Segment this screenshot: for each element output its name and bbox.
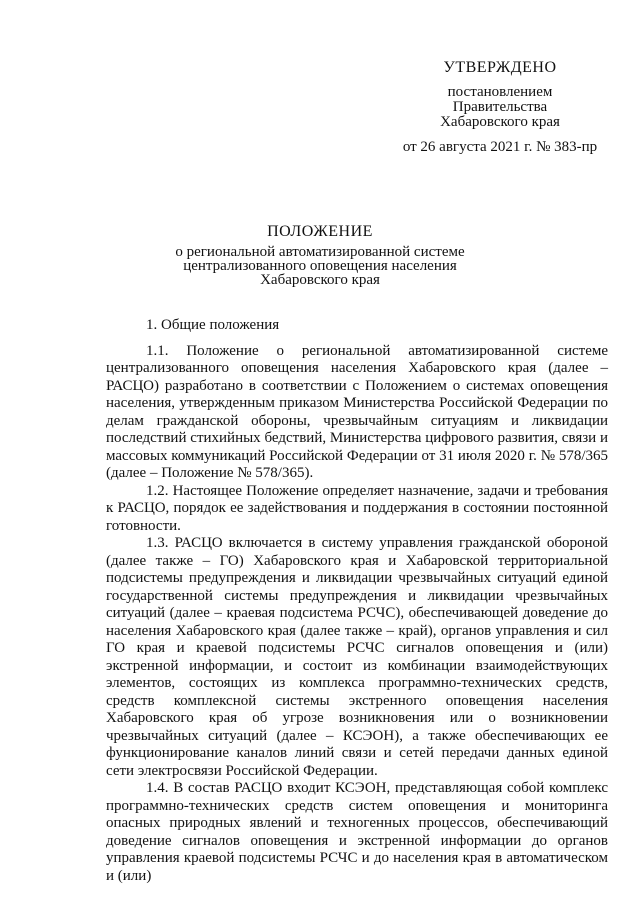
paragraph: 1.1. Положение о региональной автоматизированной системе централизованного оповещения населения Хабаровского края (далее – РАСЦО) разработано в соответствии с Положением о системах оповещения населения, утвержденным приказом Министерства Российской Федерации по делам гражданской обороны, чрезвычайным ситуациям и ликвидации последствий стихийных бедствий, Министерства цифрового развития, связи и массовых коммуникаций Российской Федерации от 31 июля 2020 г. № 578/365 (далее – Положение № 578/365). (106, 342, 608, 481)
approval-stamp (380, 60, 620, 155)
document-title-block (100, 225, 540, 287)
document-subtitle-line: Хабаровского края (260, 272, 380, 288)
approval-line: Хабаровского края (440, 114, 560, 130)
paragraph: 1.4. В состав РАСЦО входит КСЭОН, представляющая собой комплекс программно-технических средств систем оповещения и мониторинга опасных природных явлений и техногенных процессов, обеспечивающий доведение сигналов оповещения и экстренной информации до органов управления краевой подсистемы РСЧС и до населения края в автоматическом и (или) (106, 780, 608, 884)
approval-line: Правительства (452, 99, 548, 115)
document-subtitle-line: о региональной автоматизированной системе (175, 244, 465, 260)
paragraph: 1.3. РАСЦО включается в систему управления гражданской обороной (далее также – ГО) Хабаровского края и Хабаровской территориальной подсистемы предупреждения и ликвидации чрезвычайных ситуаций единой государственной системы предупреждения и ликвидации чрезвычайных ситуаций (далее – краевая подсистема РСЧС), обеспечивающей доведение до населения Хабаровского края (далее также – край), органов управления и сил ГО края и краевой подсистемы РСЧС сигналов оповещения и (или) экстренной информации, и состоит из комбинации взаимодействующих элементов, состоящих из комплекса программно-технических средств, средств комплексной системы экстренного оповещения населения Хабаровского края об угрозе возникновения или о возникновении чрезвычайных ситуаций (далее – КСЭОН), а также обеспечивающих ее функционирование каналов линий связи и сетей передачи данных единой сети электросвязи Российской Федерации. (106, 535, 608, 779)
approval-line: постановлением (447, 84, 553, 100)
approval-heading: УТВЕРЖДЕНО (443, 59, 557, 76)
section-heading: 1. Общие положения (146, 317, 280, 333)
document-subtitle-line: централизованного оповещения населения (183, 258, 457, 274)
document-body (106, 317, 608, 885)
paragraph: 1.2. Настоящее Положение определяет назначение, задачи и требования к РАСЦО, порядок ее задействования и поддержания в состоянии постоянной готовности. (106, 482, 608, 534)
approval-date: от 26 августа 2021 г. № 383-пр (402, 139, 598, 155)
document-title: ПОЛОЖЕНИЕ (267, 223, 373, 240)
